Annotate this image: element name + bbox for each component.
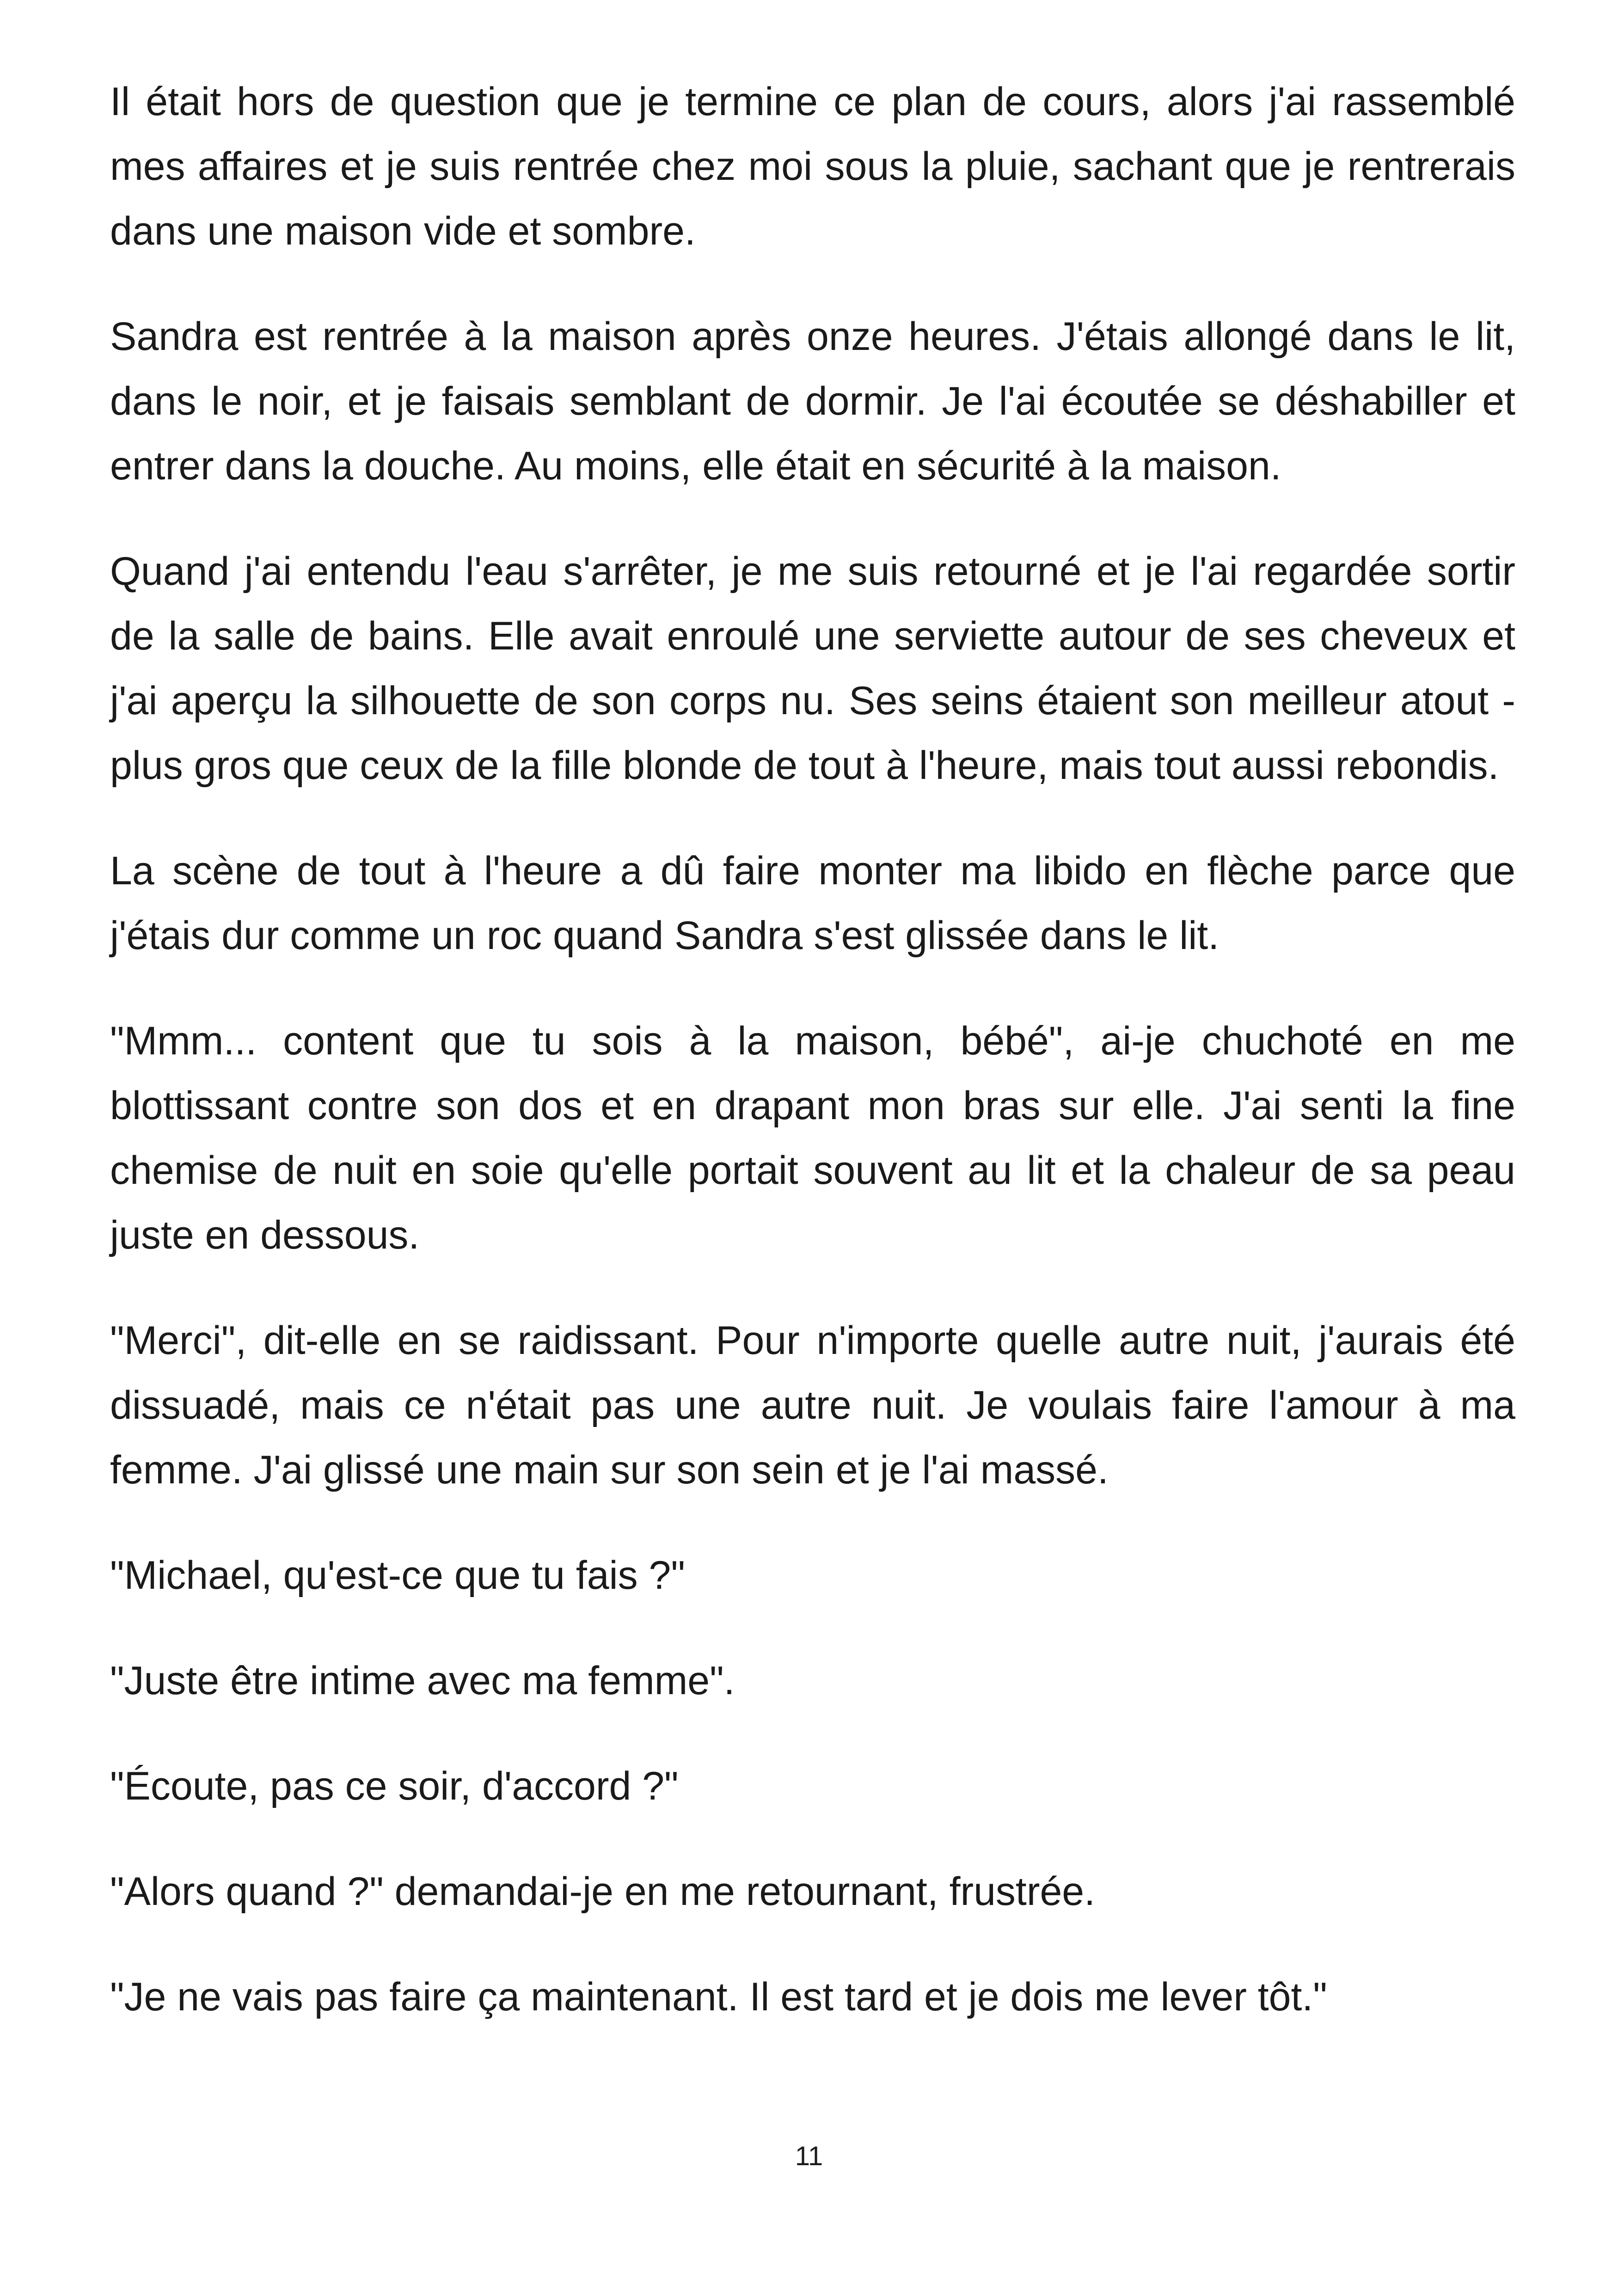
paragraph: Il était hors de question que je termine ce plan de cours, alors j'ai rassemblé mes affaires et je suis rentrée chez moi sous la pluie, sachant que je rentrerais dans une maison vide et sombre. (110, 80, 1515, 253)
paragraph: "Écoute, pas ce soir, d'accord ?" (110, 1764, 679, 1808)
paragraph: "Michael, qu'est-ce que tu fais ?" (110, 1553, 685, 1598)
page-number: 11 (795, 2141, 823, 2171)
body-text (110, 69, 1515, 2070)
paragraph: Sandra est rentrée à la maison après onze heures. J'étais allongé dans le lit, dans le noir, et je faisais semblant de dormir. Je l'ai écoutée se déshabiller et entrer dans la douche. Au moins, elle était en sécurité à la maison. (110, 314, 1515, 488)
paragraph: "Je ne vais pas faire ça maintenant. Il est tard et je dois me lever tôt." (110, 1975, 1327, 2019)
paragraph: "Alors quand ?" demandai-je en me retournant, frustrée. (110, 1869, 1096, 1914)
paragraph: Quand j'ai entendu l'eau s'arrêter, je me suis retourné et je l'ai regardée sortir de la salle de bains. Elle avait enroulé une serviette autour de ses cheveux et j'ai aperçu la silhouette de son corps nu. Ses seins étaient son meilleur atout - plus gros que ceux de la fille blonde de tout à l'heure, mais tout aussi rebondis. (110, 549, 1515, 788)
paragraph: "Juste être intime avec ma femme". (110, 1659, 735, 1703)
paragraph: "Mmm... content que tu sois à la maison, bébé", ai-je chuchoté en me blottissant contre son dos et en drapant mon bras sur elle. J'ai senti la fine chemise de nuit en soie qu'elle portait souvent au lit et la chaleur de sa peau juste en dessous. (110, 1019, 1515, 1257)
paragraph: "Merci", dit-elle en se raidissant. Pour n'importe quelle autre nuit, j'aurais été dissuadé, mais ce n'était pas une autre nuit. Je voulais faire l'amour à ma femme. J'ai glissé une main sur son sein et je l'ai massé. (110, 1318, 1515, 1492)
paragraph: La scène de tout à l'heure a dû faire monter ma libido en flèche parce que j'étais dur comme un roc quand Sandra s'est glissée dans le lit. (110, 849, 1515, 958)
